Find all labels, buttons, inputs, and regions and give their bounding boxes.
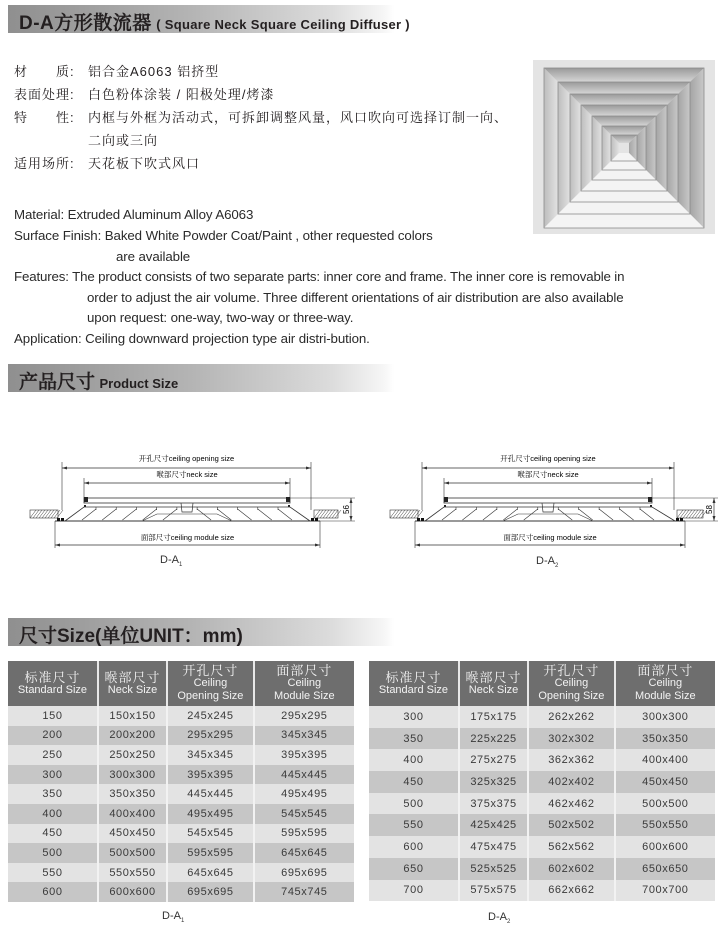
table-cell: 345x345	[167, 745, 254, 765]
table-cell: 645x645	[254, 843, 354, 863]
table-caption-text: D-A	[488, 911, 507, 923]
diffuser-blade	[258, 509, 272, 520]
table-row	[8, 726, 354, 746]
table-header-row	[369, 661, 715, 706]
table-cell: 350	[369, 728, 459, 750]
diffuser-blade	[278, 509, 292, 520]
table-caption-text: D-A	[162, 910, 181, 922]
title-main: D-A方形散流器	[19, 13, 152, 34]
spec-cn-label: 特 性:	[14, 110, 75, 125]
table-cell: 295x295	[167, 726, 254, 746]
diagram-caption-a1	[160, 554, 182, 568]
module-size-label: 面部尺寸ceiling module size	[503, 533, 597, 542]
table-cell: 645x645	[167, 863, 254, 883]
table-row	[8, 804, 354, 824]
spec-en-features: Features: The product consists of two separate parts: inner core and frame. The inner core is removable in	[14, 269, 625, 284]
table-header-row	[8, 661, 354, 706]
table-row	[8, 843, 354, 863]
table-cell: 502x502	[528, 814, 615, 836]
table-cell: 200x200	[98, 726, 167, 746]
table-row	[369, 836, 715, 858]
table-cell: 650x650	[615, 858, 715, 880]
table-cell: 175x175	[459, 706, 528, 728]
arrowhead	[647, 482, 652, 485]
table-row	[8, 706, 354, 726]
diffuser-photo	[533, 60, 715, 234]
spec-cn-value: 天花板下吹式风口	[88, 156, 201, 171]
table-cell: 150x150	[98, 706, 167, 726]
gasket	[676, 518, 679, 521]
column-header-cn: 开孔尺寸	[182, 663, 239, 678]
diffuser-blade	[592, 116, 602, 180]
diffuser-blade	[217, 509, 231, 520]
table-cell: 500x500	[615, 793, 715, 815]
arrowhead	[62, 467, 67, 470]
column-header-en: Ceiling	[648, 677, 683, 689]
diffuser-blade	[442, 509, 456, 520]
frame-corner	[84, 497, 88, 502]
table-cell: 200	[8, 726, 98, 746]
table-cell: 500	[369, 793, 459, 815]
diffuser-blade	[163, 509, 177, 520]
diffuser-blade	[122, 509, 136, 520]
table-row	[369, 858, 715, 880]
spec-cn-finish	[14, 84, 274, 103]
arrowhead	[84, 482, 89, 485]
diffuser-blade	[558, 82, 690, 94]
gasket	[57, 518, 60, 521]
frame-corner	[648, 497, 652, 502]
table-cell: 600x600	[98, 882, 167, 902]
table-cell: 262x262	[528, 706, 615, 728]
table-cell: 295x295	[254, 706, 354, 726]
center-hanger	[181, 503, 193, 512]
table-cell: 562x562	[528, 836, 615, 858]
diffuser-blade	[570, 94, 581, 202]
arrowhead	[285, 482, 290, 485]
table-cell: 225x225	[459, 728, 528, 750]
arrowhead	[350, 516, 353, 521]
center-hanger	[542, 503, 554, 512]
product-size-bar	[8, 364, 530, 392]
column-header	[528, 661, 615, 706]
diagram-caption-sub: 1	[178, 562, 183, 569]
diffuser-blade	[462, 509, 476, 520]
arrowhead	[444, 482, 449, 485]
spec-cn-label: 表面处理:	[14, 87, 75, 102]
spec-cn-application	[14, 153, 200, 172]
table-row	[369, 771, 715, 793]
table-caption-a1	[162, 910, 184, 924]
diffuser-blade	[640, 509, 654, 520]
arrowhead	[55, 544, 60, 547]
table-cell: 550x550	[615, 814, 715, 836]
table-row	[369, 814, 715, 836]
table-cell: 700	[369, 880, 459, 902]
diffuser-blade	[656, 105, 667, 191]
arrowhead	[350, 498, 353, 503]
diffuser-blade	[620, 509, 634, 520]
diffuser-blade	[592, 116, 656, 126]
table-cell: 450	[8, 824, 98, 844]
table-row	[369, 749, 715, 771]
column-header	[8, 661, 98, 706]
table-cell: 395x395	[254, 745, 354, 765]
table-cell: 395x395	[167, 765, 254, 785]
table-row	[369, 793, 715, 815]
table-cell: 302x302	[528, 728, 615, 750]
column-header-en: Neck Size	[107, 683, 158, 696]
table-cell: 550x550	[98, 863, 167, 883]
diffuser-blade	[592, 170, 656, 180]
table-cell: 245x245	[167, 706, 254, 726]
table-cell: 745x745	[254, 882, 354, 902]
table-cell: 662x662	[528, 880, 615, 902]
spec-en-finish-cont: are available	[116, 249, 191, 264]
table-cell: 450x450	[98, 824, 167, 844]
table-cell: 600	[369, 836, 459, 858]
inner-cone	[503, 514, 593, 521]
diffuser-blade	[581, 105, 592, 191]
table-cell: 575x575	[459, 880, 528, 902]
column-header-cn: 面部尺寸	[637, 663, 694, 678]
table-cell: 400x400	[615, 749, 715, 771]
table-cell: 525x525	[459, 858, 528, 880]
table-caption-sub: 1	[180, 918, 185, 925]
spec-en-material: Material: Extruded Aluminum Alloy A6063	[14, 207, 254, 222]
diffuser-blade	[483, 509, 497, 520]
module-size-label: 面部尺寸ceiling module size	[140, 533, 235, 542]
spec-cn-value: 内框与外框为活动式，可拆卸调整风量，风口吹向可选择订制一向、	[88, 110, 509, 125]
opening-size-label: 开孔尺寸ceiling opening size	[500, 454, 596, 463]
table-cell: 300x300	[98, 765, 167, 785]
gasket	[421, 518, 424, 521]
table-cell: 325x325	[459, 771, 528, 793]
neck-frame	[444, 498, 652, 503]
diagram-caption-text: D-A	[160, 554, 179, 566]
table-cell: 700x700	[615, 880, 715, 902]
table-cell: 462x462	[528, 793, 615, 815]
arrowhead	[422, 467, 427, 470]
frame-corner	[286, 497, 290, 502]
title-sub: ( Square Neck Square Ceiling Diffuser )	[156, 17, 410, 32]
column-header-cn: 喉部尺寸	[104, 669, 161, 685]
table-cell: 450	[369, 771, 459, 793]
table-cell: 600	[8, 882, 98, 902]
column-header	[254, 661, 354, 706]
table-cell: 500x500	[98, 843, 167, 863]
diffuser-blade	[143, 509, 157, 520]
table-row	[369, 880, 715, 902]
arrowhead	[315, 544, 320, 547]
column-header-en: Opening Size	[538, 690, 605, 702]
table-cell: 250x250	[98, 745, 167, 765]
table-cell: 400x400	[98, 804, 167, 824]
column-header-cn: 标准尺寸	[385, 669, 442, 685]
diffuser-blade	[599, 509, 613, 520]
table-cell: 445x445	[167, 784, 254, 804]
diffuser-blade	[678, 82, 690, 214]
size-table-a2	[369, 661, 715, 901]
table-row	[8, 882, 354, 902]
table-cell: 250	[8, 745, 98, 765]
section-heading	[19, 367, 178, 394]
gasket	[417, 518, 420, 521]
table-cell: 595x595	[167, 843, 254, 863]
spec-en-application: Application: Ceiling downward projection type air distri-bution.	[14, 331, 370, 346]
neck-size-label: 喉部尺寸neck size	[156, 470, 218, 479]
spec-en-features-cont2: upon request: one-way, two-way or three-way.	[87, 310, 354, 325]
column-header-en: Ceiling	[554, 677, 589, 689]
table-cell: 550	[8, 863, 98, 883]
table-cell: 495x495	[167, 804, 254, 824]
product-size-en: Product Size	[99, 376, 179, 391]
spec-cn-value: 白色粉体涂装 / 阳极处理/烤漆	[88, 87, 275, 102]
table-cell: 695x695	[254, 863, 354, 883]
inner-cone	[142, 514, 232, 521]
spec-cn-features	[14, 107, 508, 126]
table-cell: 425x425	[459, 814, 528, 836]
spec-cn-value: 铝合金A6063 铝挤型	[88, 64, 220, 79]
column-header-en: Ceiling	[193, 677, 228, 689]
column-header-cn: 面部尺寸	[276, 663, 333, 678]
table-cell: 545x545	[254, 804, 354, 824]
table-cell: 695x695	[167, 882, 254, 902]
size-table-a1	[8, 661, 354, 902]
diffuser-blade	[82, 509, 96, 520]
column-header	[369, 661, 459, 706]
diffuser-blade	[646, 116, 656, 180]
page-title	[19, 8, 410, 35]
product-size-cn: 产品尺寸	[19, 372, 96, 393]
table-row	[8, 765, 354, 785]
spec-cn-material	[14, 61, 219, 80]
column-header-en: Module Size	[635, 690, 696, 702]
diffuser-blade	[544, 214, 704, 228]
table-cell: 275x275	[459, 749, 528, 771]
spec-cn-features-cont	[14, 130, 158, 149]
diffuser-blade	[544, 68, 558, 228]
spec-cn-value: 二向或三向	[88, 133, 159, 148]
section-heading	[19, 621, 243, 648]
diffuser-blade	[558, 202, 690, 214]
diagram-caption-text: D-A	[536, 555, 555, 567]
diagram-caption-sub: 2	[554, 563, 559, 570]
arrowhead	[680, 544, 685, 547]
table-cell: 345x345	[254, 726, 354, 746]
diffuser-blade	[524, 509, 538, 520]
column-header-cn: 开孔尺寸	[543, 663, 600, 678]
diffuser-blade	[197, 509, 211, 520]
column-header	[167, 661, 254, 706]
gasket	[61, 518, 64, 521]
table-cell: 400	[369, 749, 459, 771]
table-cell: 402x402	[528, 771, 615, 793]
arrowhead	[306, 467, 311, 470]
table-cell: 400	[8, 804, 98, 824]
table-cell: 300	[8, 765, 98, 785]
table-cell: 475x475	[459, 836, 528, 858]
table-cell: 445x445	[254, 765, 354, 785]
gasket	[311, 518, 314, 521]
section-diagram-a2	[380, 440, 727, 560]
table-cell: 362x362	[528, 749, 615, 771]
spec-cn-label: 适用场所:	[14, 156, 75, 171]
section-diagram-a1	[20, 440, 360, 560]
table-row	[8, 784, 354, 804]
column-header	[459, 661, 528, 706]
table-cell: 150	[8, 706, 98, 726]
diffuser-blade	[667, 94, 678, 202]
column-header-en: Module Size	[274, 690, 335, 702]
column-header-en: Opening Size	[177, 690, 244, 702]
size-unit-heading: 尺寸Size(单位UNIT：mm)	[19, 626, 243, 647]
spec-en-finish: Surface Finish: Baked White Powder Coat/Paint , other requested colors	[14, 228, 433, 243]
frame-corner	[444, 497, 448, 502]
table-cell: 495x495	[254, 784, 354, 804]
diffuser-blade	[570, 94, 678, 105]
table-caption-a2	[488, 911, 510, 925]
arrowhead	[415, 544, 420, 547]
diffuser-blade	[581, 180, 667, 191]
diffuser-blade	[503, 509, 517, 520]
opening-size-label: 开孔尺寸ceiling opening size	[138, 454, 235, 463]
table-cell: 300x300	[615, 706, 715, 728]
table-cell: 350x350	[615, 728, 715, 750]
table-row	[8, 824, 354, 844]
table-row	[8, 745, 354, 765]
table-cell: 600x600	[615, 836, 715, 858]
neck-size-label: 喉部尺寸neck size	[517, 470, 579, 479]
column-header-cn: 标准尺寸	[24, 669, 81, 685]
diffuser-blade	[558, 82, 570, 214]
arrowhead	[713, 498, 716, 503]
diffuser-blade	[581, 105, 667, 116]
table-cell: 350	[8, 784, 98, 804]
column-header-cn: 喉部尺寸	[465, 669, 522, 685]
diffuser-blade	[570, 191, 678, 202]
neck-frame	[84, 498, 290, 503]
table-cell: 500	[8, 843, 98, 863]
table-cell: 545x545	[167, 824, 254, 844]
spec-en-features-cont1: order to adjust the air volume. Three different orientations of air distribution are also available	[87, 290, 624, 305]
column-header-en: Neck Size	[468, 683, 519, 696]
height-label: 58	[705, 505, 715, 514]
diffuser-blade	[102, 509, 116, 520]
column-header	[98, 661, 167, 706]
table-caption-sub: 2	[506, 919, 511, 926]
diagram-caption-a2	[536, 555, 558, 569]
table-cell: 450x450	[615, 771, 715, 793]
diffuser-blade	[544, 68, 704, 82]
height-label: 56	[342, 505, 352, 514]
table-cell: 375x375	[459, 793, 528, 815]
arrowhead	[669, 467, 674, 470]
table-cell: 602x602	[528, 858, 615, 880]
table-cell: 550	[369, 814, 459, 836]
table-cell: 350x350	[98, 784, 167, 804]
table-cell: 300	[369, 706, 459, 728]
column-header-en: Standard Size	[17, 683, 88, 696]
diffuser-blade	[690, 68, 704, 228]
diffuser-blade	[238, 509, 252, 520]
table-cell: 650	[369, 858, 459, 880]
table-row	[369, 728, 715, 750]
column-header	[615, 661, 715, 706]
table-row	[369, 706, 715, 728]
gasket	[680, 518, 683, 521]
column-header-en: Standard Size	[378, 683, 449, 696]
diffuser-blade	[558, 509, 572, 520]
size-unit-bar	[8, 618, 530, 646]
title-bar	[8, 5, 530, 33]
column-header-en: Ceiling	[287, 677, 322, 689]
table-cell: 595x595	[254, 824, 354, 844]
diffuser-blade	[579, 509, 593, 520]
table-row	[8, 863, 354, 883]
spec-cn-label: 材 质:	[14, 64, 75, 79]
arrowhead	[713, 516, 716, 521]
gasket	[315, 518, 318, 521]
